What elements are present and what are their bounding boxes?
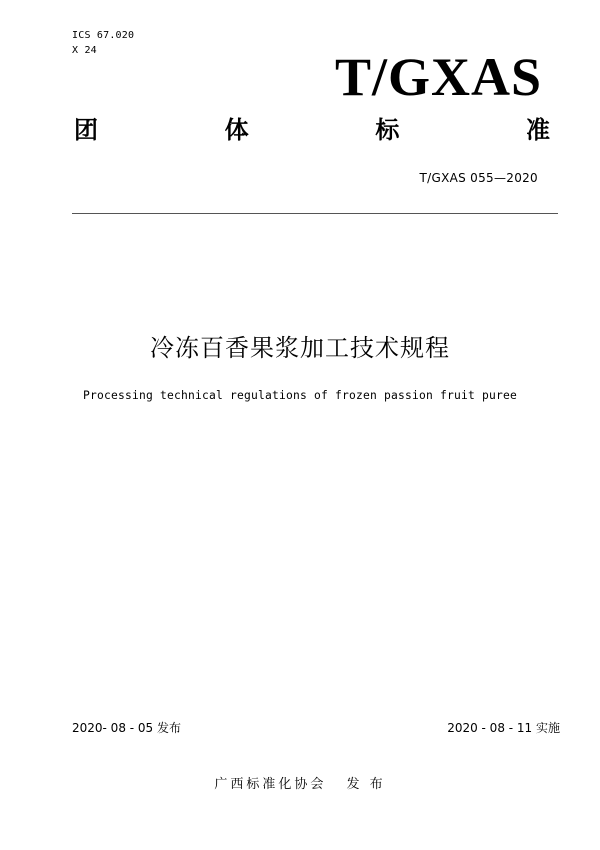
publish-action: 发 布 — [346, 777, 386, 792]
header-divider — [72, 213, 558, 214]
document-title-english: Processing technical regulations of frozen passion fruit puree — [82, 389, 518, 402]
standard-type-char: 团 — [74, 116, 98, 144]
publisher-name: 广西标准化协会 — [214, 777, 327, 792]
standard-number: T/GXAS 055—2020 — [419, 171, 538, 185]
implementation-date: 2020 - 08 - 11 实施 — [447, 721, 560, 735]
standard-type-char: 准 — [525, 116, 550, 144]
classification-code: X 24 — [72, 45, 97, 56]
standard-brand: T/GXAS — [334, 47, 542, 107]
issue-date: 2020- 08 - 05 发布 — [72, 721, 181, 735]
publisher-line — [0, 773, 600, 792]
standard-type — [74, 118, 550, 142]
ics-code: ICS 67.020 — [72, 30, 135, 41]
standard-type-char: 体 — [224, 116, 249, 144]
standard-type-char: 标 — [375, 116, 400, 144]
document-title-chinese: 冷冻百香果浆加工技术规程 — [150, 334, 450, 362]
